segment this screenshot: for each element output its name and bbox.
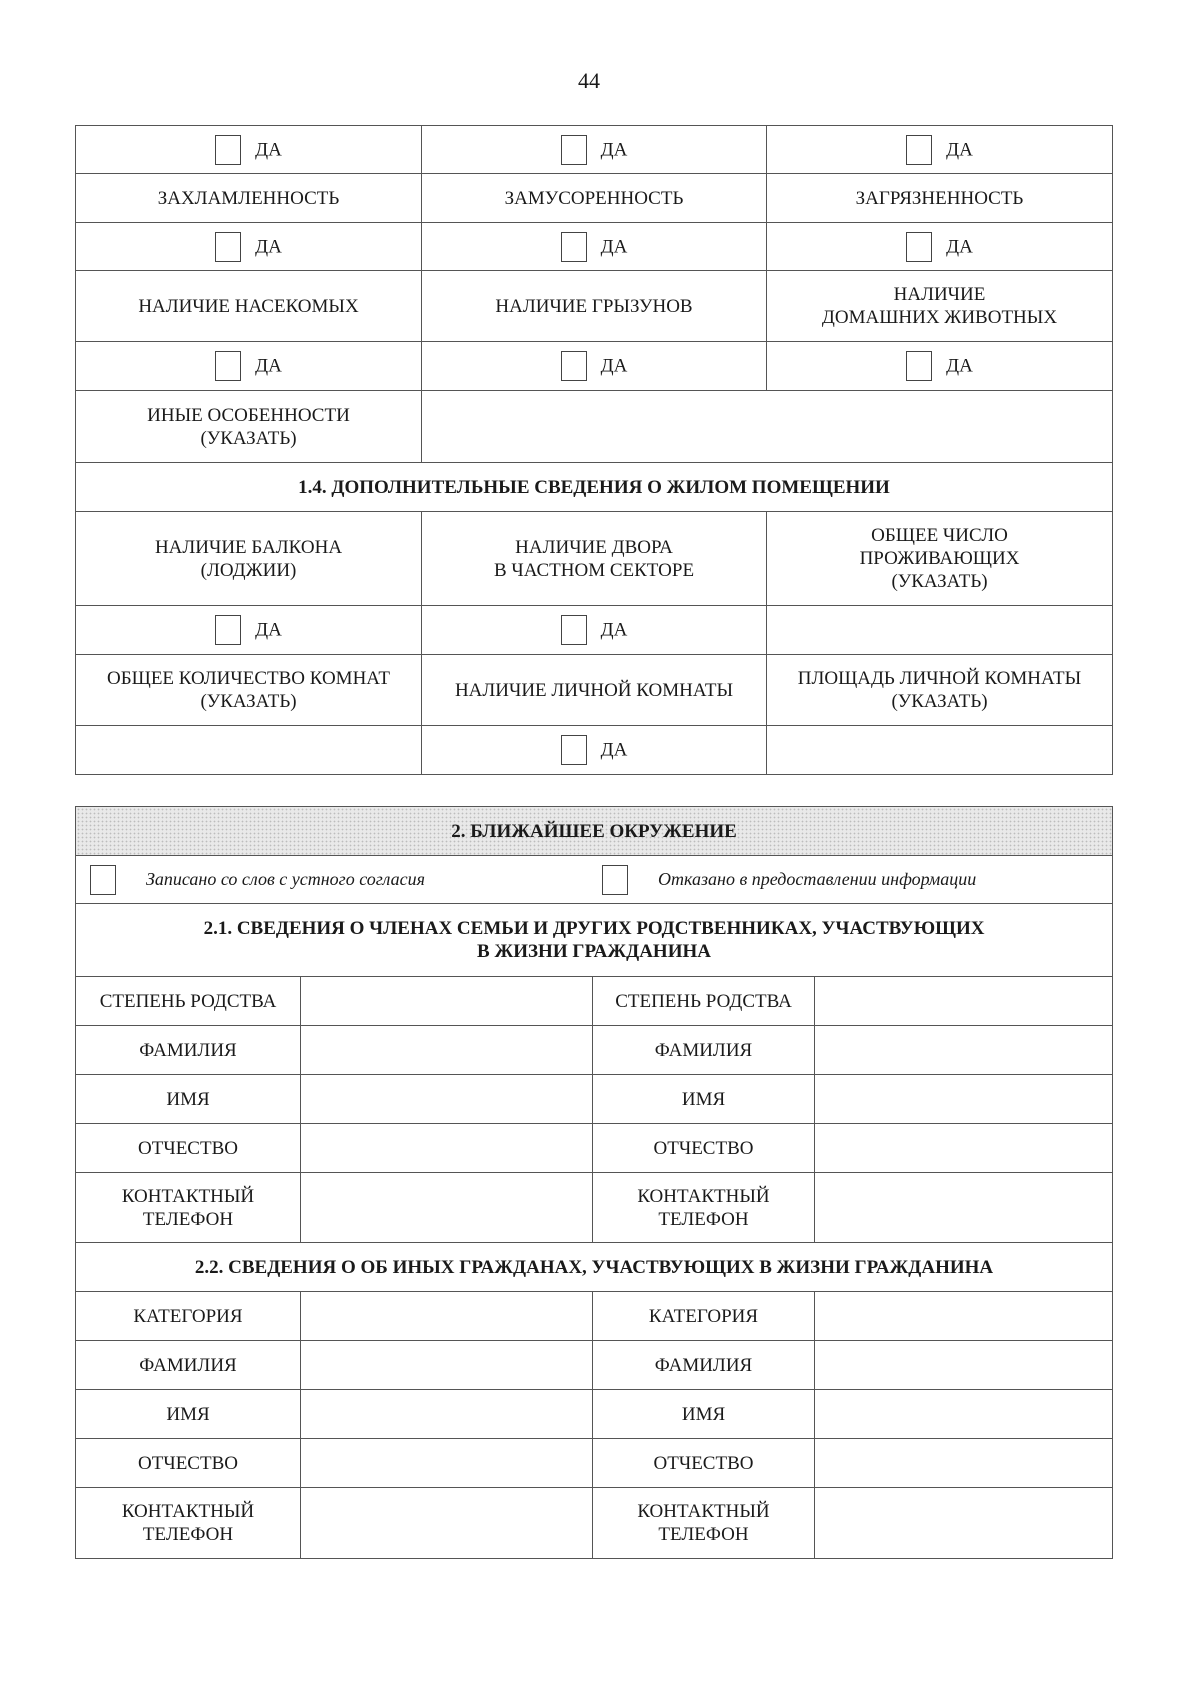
own-room-area-input[interactable] [767,726,1113,775]
field-row [76,977,1113,1026]
consent-options-cell [76,856,1113,904]
field-row [76,1439,1113,1488]
field-label: ФАМИЛИЯ [76,1341,301,1390]
label-row [76,512,1113,606]
other-features-row [76,391,1113,463]
label-row [76,174,1113,223]
checkbox-cell [767,342,1113,391]
section-2-2-title: 2.2. СВЕДЕНИЯ О ОБ ИНЫХ ГРАЖДАНАХ, УЧАСТВУЮЩИХ В ЖИЗНИ ГРАЖДАНИНА [76,1243,1113,1292]
clutter-checkbox[interactable] [215,232,241,262]
field-input[interactable] [815,1341,1113,1390]
field-label: КОНТАКТНЫЙ ТЕЛЕФОН [76,1488,301,1559]
field-input[interactable] [301,1439,593,1488]
yes-label: ДА [255,619,282,641]
label-pets: НАЛИЧИЕ ДОМАШНИХ ЖИВОТНЫХ [767,271,1113,342]
field-input[interactable] [815,977,1113,1026]
garbage-checkbox[interactable] [561,232,587,262]
field-input[interactable] [815,1390,1113,1439]
field-row [76,1292,1113,1341]
field-label: КАТЕГОРИЯ [76,1292,301,1341]
residents-count-input[interactable] [767,606,1113,655]
other-features-label: ИНЫЕ ОСОБЕННОСТИ (УКАЗАТЬ) [76,391,422,463]
field-label: ОТЧЕСТВО [76,1439,301,1488]
label-row [76,655,1113,726]
field-input[interactable] [301,1173,593,1243]
yes-label: ДА [255,139,282,160]
section-1-4-title: 1.4. ДОПОЛНИТЕЛЬНЫЕ СВЕДЕНИЯ О ЖИЛОМ ПОМЕЩЕНИИ [76,463,1113,512]
yes-label: ДА [600,139,628,160]
option-refused-label: Отказано в предоставлении информации [658,869,977,889]
field-input[interactable] [815,1075,1113,1124]
label-dirt: ЗАГРЯЗНЕННОСТЬ [767,174,1113,223]
consent-checkbox[interactable] [90,865,116,895]
field-input[interactable] [301,1026,593,1075]
checkbox-cell [76,126,422,174]
checkbox[interactable] [561,135,587,165]
checkbox-row [76,726,1113,775]
section-header-row [76,904,1113,977]
field-row [76,1173,1113,1243]
field-input[interactable] [815,1026,1113,1075]
checkbox-row [76,223,1113,271]
field-input[interactable] [301,1292,593,1341]
field-input[interactable] [815,1173,1113,1243]
checkbox-cell [76,606,422,655]
option-consent[interactable] [82,865,594,895]
checkbox-cell [422,606,767,655]
yes-label: ДА [600,236,628,257]
checkbox-row [76,126,1113,174]
other-features-input[interactable] [422,391,1113,463]
yes-label: ДА [600,739,628,761]
field-label: СТЕПЕНЬ РОДСТВА [76,977,301,1026]
label-row [76,271,1113,342]
insects-checkbox[interactable] [215,351,241,381]
yes-label: ДА [946,139,973,160]
checkbox-row [76,342,1113,391]
label-residents-count: ОБЩЕЕ ЧИСЛО ПРОЖИВАЮЩИХ (УКАЗАТЬ) [767,512,1113,606]
field-label: СТЕПЕНЬ РОДСТВА [593,977,815,1026]
yes-label: ДА [255,236,282,257]
rodents-checkbox[interactable] [561,351,587,381]
field-label: КОНТАКТНЫЙ ТЕЛЕФОН [593,1488,815,1559]
page-number: 44 [578,68,600,93]
field-label: ОТЧЕСТВО [76,1124,301,1173]
close-environment-table [75,806,1113,1559]
label-balcony: НАЛИЧИЕ БАЛКОНА (ЛОДЖИИ) [76,512,422,606]
yes-label: ДА [255,355,282,377]
field-label: ОТЧЕСТВО [593,1124,815,1173]
field-label: ИМЯ [593,1390,815,1439]
field-row [76,1075,1113,1124]
field-label: ИМЯ [76,1075,301,1124]
checkbox-cell [767,126,1113,174]
section-header-row [76,463,1113,512]
refused-checkbox[interactable] [602,865,628,895]
section-2-title: 2. БЛИЖАЙШЕЕ ОКРУЖЕНИЕ [76,807,1113,856]
field-input[interactable] [815,1439,1113,1488]
field-label: КАТЕГОРИЯ [593,1292,815,1341]
yes-label: ДА [946,355,973,377]
field-input[interactable] [301,1341,593,1390]
field-row [76,1026,1113,1075]
section-2-1-title: 2.1. СВЕДЕНИЯ О ЧЛЕНАХ СЕМЬИ И ДРУГИХ РОДСТВЕННИКАХ, УЧАСТВУЮЩИХ В ЖИЗНИ ГРАЖДАНИНА [76,904,1113,977]
checkbox-row [76,606,1113,655]
field-label: КОНТАКТНЫЙ ТЕЛЕФОН [76,1173,301,1243]
checkbox-cell [422,223,767,271]
rooms-count-input[interactable] [76,726,422,775]
yard-checkbox[interactable] [561,615,587,645]
yes-label: ДА [600,619,628,641]
field-row [76,1390,1113,1439]
balcony-checkbox[interactable] [215,615,241,645]
field-label: ИМЯ [593,1075,815,1124]
field-input[interactable] [815,1292,1113,1341]
label-own-room-area: ПЛОЩАДЬ ЛИЧНОЙ КОМНАТЫ (УКАЗАТЬ) [767,655,1113,726]
checkbox-cell [76,223,422,271]
field-input[interactable] [301,1124,593,1173]
label-rooms-count: ОБЩЕЕ КОЛИЧЕСТВО КОМНАТ (УКАЗАТЬ) [76,655,422,726]
checkbox-cell [76,342,422,391]
checkbox-cell [422,726,767,775]
field-input[interactable] [301,1488,593,1559]
field-label: ФАМИЛИЯ [76,1026,301,1075]
label-yard: НАЛИЧИЕ ДВОРА В ЧАСТНОМ СЕКТОРЕ [422,512,767,606]
label-garbage: ЗАМУСОРЕННОСТЬ [422,174,767,223]
pets-checkbox[interactable] [906,351,932,381]
consent-options-row [76,856,1113,904]
checkbox-cell [767,223,1113,271]
checkbox[interactable] [215,135,241,165]
own-room-checkbox[interactable] [561,735,587,765]
housing-conditions-table [75,125,1113,775]
yes-label: ДА [600,355,628,377]
section-header-row [76,807,1113,856]
label-rodents: НАЛИЧИЕ ГРЫЗУНОВ [422,271,767,342]
checkbox-cell [422,126,767,174]
label-own-room: НАЛИЧИЕ ЛИЧНОЙ КОМНАТЫ [422,655,767,726]
section-header-row [76,1243,1113,1292]
field-input[interactable] [815,1488,1113,1559]
field-label: ОТЧЕСТВО [593,1439,815,1488]
field-input[interactable] [301,977,593,1026]
label-insects: НАЛИЧИЕ НАСЕКОМЫХ [76,271,422,342]
option-refused[interactable] [594,865,1106,895]
dirt-checkbox[interactable] [906,232,932,262]
field-input[interactable] [301,1390,593,1439]
field-input[interactable] [301,1075,593,1124]
field-row [76,1488,1113,1559]
checkbox-cell [422,342,767,391]
yes-label: ДА [946,236,973,257]
field-label: ФАМИЛИЯ [593,1026,815,1075]
field-row [76,1124,1113,1173]
field-row [76,1341,1113,1390]
option-consent-label: Записано со слов с устного согласия [146,869,425,889]
field-label: ФАМИЛИЯ [593,1341,815,1390]
checkbox[interactable] [906,135,932,165]
label-clutter: ЗАХЛАМЛЕННОСТЬ [76,174,422,223]
field-label: КОНТАКТНЫЙ ТЕЛЕФОН [593,1173,815,1243]
field-input[interactable] [815,1124,1113,1173]
field-label: ИМЯ [76,1390,301,1439]
